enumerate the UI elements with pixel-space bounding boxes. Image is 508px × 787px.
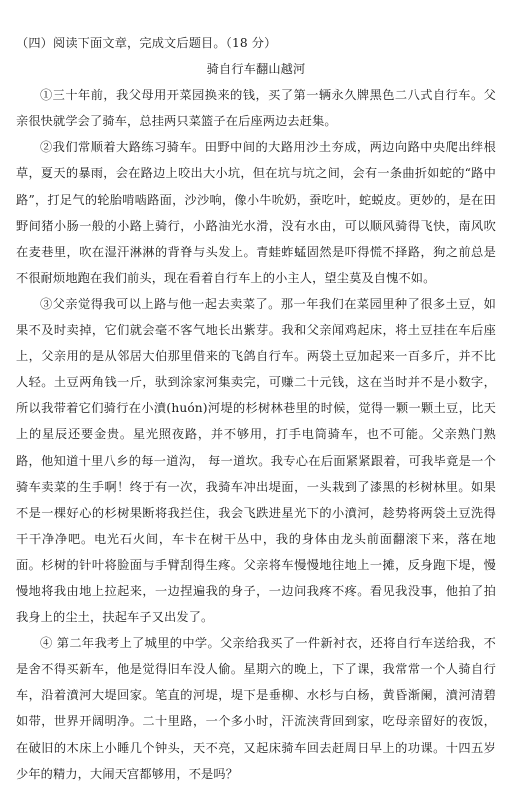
question-instruction: （四）阅读下面文章，完成文后题目。（18 分）: [16, 36, 277, 50]
paragraph-1: ①三十年前，我父母用开菜园换来的钱，买了第一辆永久牌黑色二八式自行车。父亲很快就学会了骑车，总挂两只菜篮子在后座两边去赶集。: [16, 88, 496, 129]
paragraph-4: ④ 第二年我考上了城里的中学。父亲给我买了一件新衬衣，还将自行车送给我，不是舍不得买新车，他是觉得旧车没人偷。星期六的晚上，下了课，我常常一个人骑自行车，沿着濆河大堤回家。笔直的河堤，堤下是垂柳、水杉与白杨，黄昏渐阑，濆河清碧如带，世界开阔明净。二十里路，一个多小时，汗流浃背回到家，吃母亲留好的夜饭，在破旧的木床上小睡几个钟头，天不亮，又起床骑车回去赶周日早上的功课。十四五岁少年的精力，大闹天宫都够用，不是吗？: [16, 636, 496, 781]
article-title: 骑自行车翻山越河: [206, 62, 306, 77]
paragraph-3: ③父亲觉得我可以上路与他一起去卖菜了。那一年我们在菜园里种了很多土豆，如果不及时卖掉，它们就会毫不客气地长出紫芽。我和父亲闻鸡起床，将土豆挂在车后座上，父亲用的是从邻居大伯那里借来的飞鸽自行车。两袋土豆加起来一百多斤，并不比人轻。土豆两角钱一斤，驮到涂家河集卖完，可赚二十元钱，这在当时并不是小数字，所以我带着它们骑行在小濆(huón)河堤的杉树林巷里的时候，觉得一颗一颗土豆，比天上的星辰还要金贵。星光照夜路，并不够用，打手电筒骑车，也不可能。父亲熟门熟路，他知道十里八乡的每一道沟， 每一道坎。我专心在后面紧紧跟着，可我毕竟是一个骑车卖菜的生手啊！终于有一次，我骑车冲出堤面，一头栽到了漆黑的杉树林里。如果不是一棵好心的杉树果断将我拦住，我会飞跌进星光下的小濆河，趁势将两袋土豆洗得干干净净吧。电光石火间，车卡在树干丛中，我的身体由龙头前面翻滚下来，落在地面。杉树的针叶将脸面与手臂刮得生疼。父亲将车慢慢地往地上一摊，反身跑下堤，慢慢地将我由地上拉起来，一边捏遍我的身子，一边问我疼不疼。看见我没事，他拍了拍我身上的尘土，扶起车子又出发了。: [16, 296, 496, 625]
paragraph-2: ②我们常顺着大路练习骑车。田野中间的大路用沙土夯成，两边向路中央爬出绊根草，夏天的暴雨，会在路边上咬出大小坑，但在坑与坑之间，会有一条曲折如蛇的“路中路”，打足气的轮胎啃啮路面，沙沙响，像小牛吮奶，蚕吃叶，蛇蜕皮。更妙的，是在田野间猪小肠一般的小路上骑行，小路油光水滑，没有水由，可以顺风骑得飞快，南风吹在麦巷里，吹在湿汗淋淋的背脊与头发上。青蛙蚱蜢固然是吓得慌不择路，狗之前总是不很耐烦地跑在我们前头，现在看着自行车上的小主人，望尘莫及自愧不如。: [16, 140, 496, 285]
